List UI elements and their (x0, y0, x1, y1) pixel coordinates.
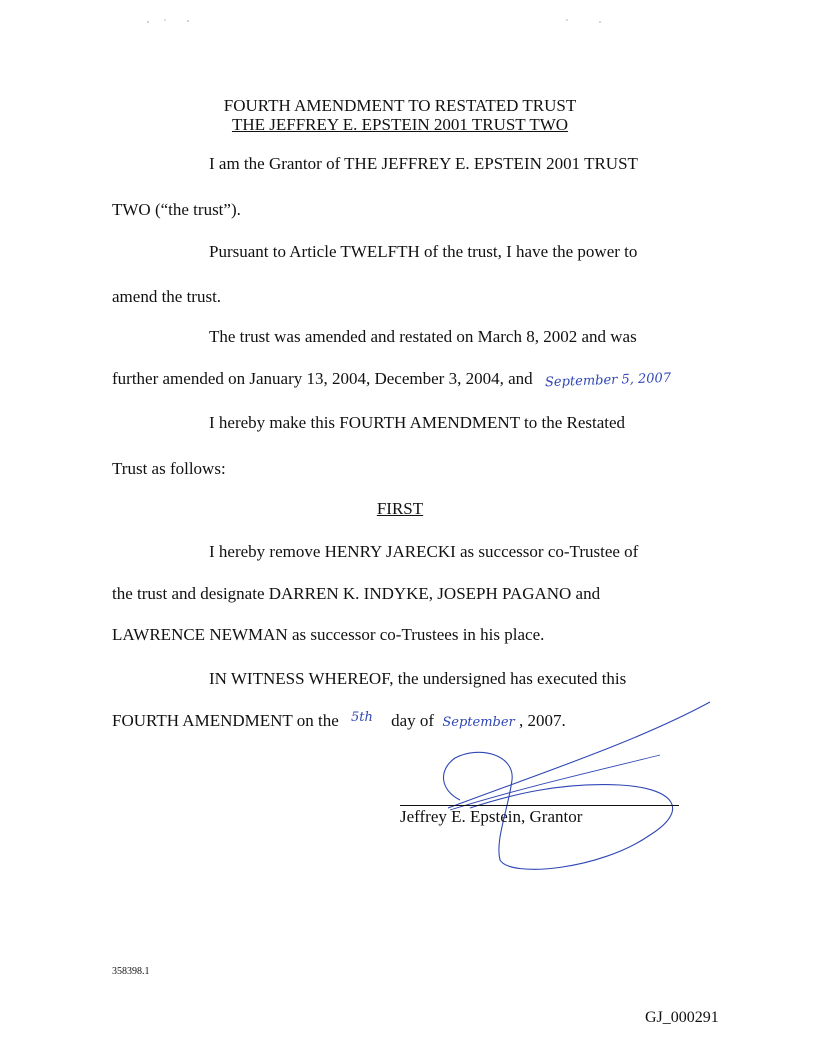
paragraph-history-line1: The trust was amended and restated on March 8, 2002 and was (209, 327, 637, 346)
paragraph-power-line1: Pursuant to Article TWELFTH of the trust, I have the power to (209, 242, 638, 261)
handwritten-date: September 5, 2007 (544, 370, 672, 391)
paragraph-grantor-line2: TWO (“the trust”). (112, 200, 241, 219)
paragraph-restated-line2: Trust as follows: (112, 459, 226, 478)
witness-text-a: FOURTH AMENDMENT on the (112, 711, 339, 730)
signatory-name: Jeffrey E. Epstein, Grantor (400, 807, 583, 826)
witness-text-c: , 2007. (519, 711, 566, 730)
handwritten-signature (400, 700, 720, 880)
document-title: FOURTH AMENDMENT TO RESTATED TRUST (223, 96, 577, 115)
handwritten-month: September (442, 715, 515, 730)
paragraph-history-line2 (112, 369, 671, 391)
history-text: further amended on January 13, 2004, December 3, 2004, and (112, 369, 533, 388)
signature-line (400, 805, 679, 806)
handwritten-day: 5th (351, 710, 373, 725)
paragraph-trustees-line3: LAWRENCE NEWMAN as successor co-Trustees in his place. (112, 625, 545, 644)
paragraph-restated-line1: I hereby make this FOURTH AMENDMENT to the Restated (209, 413, 626, 432)
document-subtitle: THE JEFFREY E. EPSTEIN 2001 TRUST TWO (231, 115, 569, 134)
witness-text-b: day of (391, 711, 435, 730)
paragraph-trustees-line1: I hereby remove HENRY JARECKI as successor co-Trustee of (209, 542, 639, 561)
paragraph-witness-line1: IN WITNESS WHEREOF, the undersigned has executed this (209, 669, 627, 688)
paragraph-power-line2: amend the trust. (112, 287, 222, 306)
scan-specks (0, 0, 816, 40)
bates-number: GJ_000291 (645, 1009, 719, 1026)
section-heading-first: FIRST (376, 499, 424, 518)
paragraph-trustees-line2: the trust and designate DARREN K. INDYKE, JOSEPH PAGANO and (112, 584, 601, 603)
document-number: 358398.1 (112, 966, 150, 977)
paragraph-grantor-line1: I am the Grantor of THE JEFFREY E. EPSTEIN 2001 TRUST (209, 154, 638, 173)
